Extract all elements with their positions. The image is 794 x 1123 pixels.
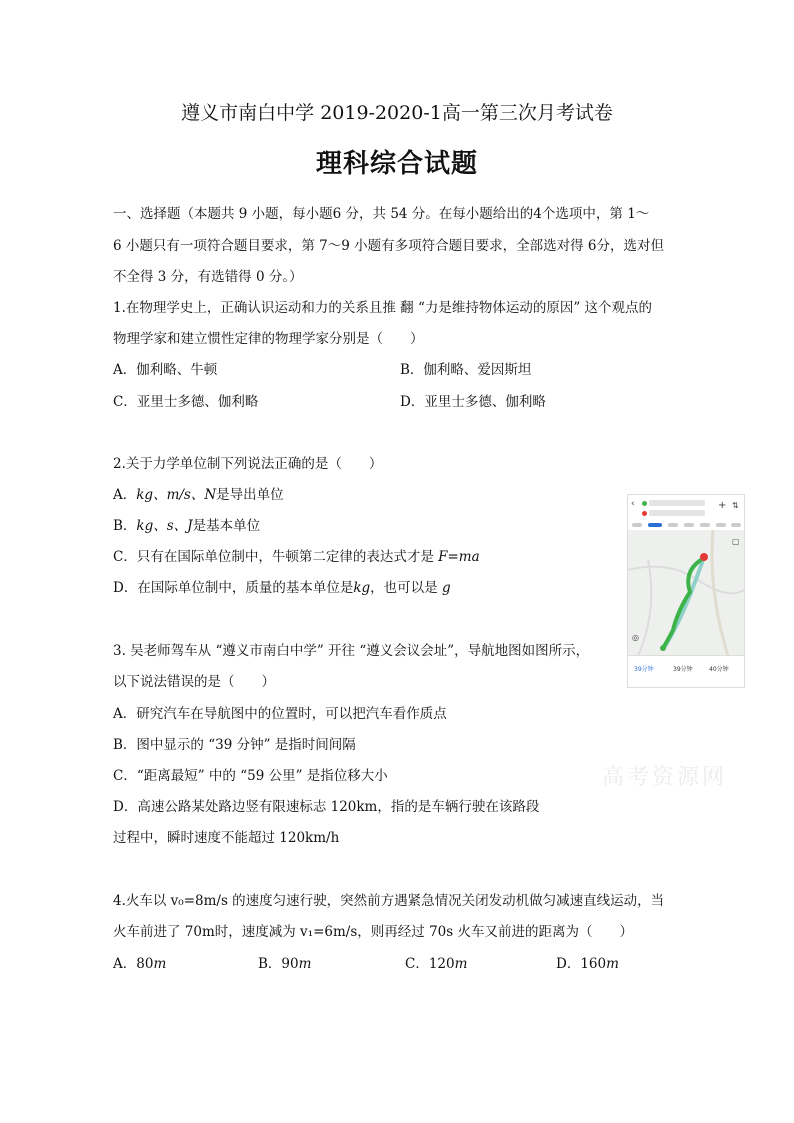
navigation-map-figure: [627, 494, 745, 688]
q4-d-unit: m: [606, 956, 619, 972]
q4-stem-line-2: 火车前进了 70m时，速度减为 v₁=6m/s，则再经过 70s 火车又前进的距离为（ ）: [113, 924, 633, 940]
q2-d-var1: kg: [353, 580, 371, 596]
q3-stem-line-1: 3. 吴老师驾车从 “遵义市南白中学” 开往 “遵义会议会址”，导航地图如图所示，: [113, 643, 590, 659]
q2-d-prefix: D．在国际单位制中，质量的基本单位是: [113, 580, 354, 596]
q4-d-label: D．160: [556, 956, 607, 972]
q4-option-d: [556, 952, 619, 972]
traffic-icon: ▢: [732, 537, 740, 546]
start-dot-icon: [642, 501, 647, 506]
end-pin: [700, 553, 708, 561]
tab-ride: [700, 523, 710, 527]
q3-option-c: C．“距离最短” 中的 “59 公里” 是指位移大小: [113, 768, 388, 784]
q2-c-prefix: C．只有在国际单位制中，牛顿第二定律的表达式才是: [113, 549, 439, 565]
q3-option-d: D．高速公路某处路边竖有限速标志 120km，指的是车辆行驶在该路段: [113, 799, 540, 815]
start-pin: [660, 645, 666, 651]
q4-a-unit: m: [153, 956, 167, 972]
q2-c-formula: F=ma: [438, 549, 480, 565]
q3-option-d-cont: 过程中，瞬时速度不能超过 120km/h: [113, 830, 340, 846]
map-canvas: [628, 530, 744, 656]
swap-icon: ⇅: [732, 501, 739, 510]
q1-option-a: A．伽利略、牛顿: [113, 362, 218, 378]
tab-transit: [668, 523, 678, 527]
add-icon: +: [718, 500, 727, 511]
q4-option-b: [258, 952, 311, 972]
nav-start-field: [649, 500, 705, 506]
q4-stem-line-1: 4.火车以 v₀=8m/s 的速度匀速行驶，突然前方遇紧急情况关闭发动机做匀减速直线运动，当: [113, 893, 665, 909]
q1-stem-line-1: 1.在物理学史上，正确认识运动和力的关系且推 翻 “力是维持物体运动的原因” 这个观点的: [113, 300, 653, 316]
q2-b-prefix: B．: [113, 518, 137, 534]
route-time-3: 40分钟: [709, 666, 729, 673]
exam-title: 遵义市南白中学 2019-2020-1高一第三次月考试卷: [181, 102, 613, 124]
tab-bike: [716, 523, 726, 527]
tab-car-active: [648, 523, 662, 527]
q2-a-units: kg、m/s、N: [136, 487, 217, 503]
q2-d-var2: g: [441, 580, 451, 596]
q4-a-label: A．80: [113, 956, 154, 972]
q1-stem-line-2: 物理学家和建立惯性定律的物理学家分别是（ ）: [113, 331, 424, 347]
q3-option-b: B．图中显示的 “39 分钟” 是指时间间隔: [113, 737, 356, 753]
q2-b-suffix: 是基本单位: [192, 518, 261, 534]
q2-stem: 2.关于力学单位制下列说法正确的是（ ）: [113, 456, 383, 472]
route-time-2: 39分钟: [673, 666, 693, 673]
q2-a-suffix: 是导出单位: [216, 487, 284, 503]
locate-icon: ◎: [632, 633, 639, 642]
section-line-3: 不全得 3 分，有选错得 0 分。）: [113, 269, 303, 285]
tab-more: [731, 523, 741, 527]
q4-option-c: [405, 952, 467, 972]
q4-c-unit: m: [454, 956, 468, 972]
q2-a-prefix: A．: [113, 487, 137, 503]
q1-option-b: B．伽利略、爱因斯坦: [400, 362, 532, 378]
q3-stem-line-2: 以下说法错误的是（ ）: [113, 674, 275, 690]
q2-option-a: [113, 483, 284, 503]
route-options-bar: [628, 655, 744, 688]
q3-option-a: A．研究汽车在导航图中的位置时，可以把汽车看作质点: [113, 706, 447, 722]
q2-option-b: [113, 514, 260, 534]
q2-b-units: kg、s、J: [136, 518, 193, 534]
nav-end-field: [649, 510, 705, 516]
back-arrow-icon: ‹: [631, 499, 635, 509]
q4-b-unit: m: [298, 956, 312, 972]
section-line-2: 6 小题只有一项符合题目要求，第 7～9 小题有多项符合题目要求，全部选对得 6分，选对但: [113, 238, 665, 254]
end-dot-icon: [642, 511, 647, 516]
tab-drive: [632, 523, 642, 527]
section-line-1: 一、选择题（本题共 9 小题，每小题6 分，共 54 分。在每小题给出的4个选项中，第 1～: [113, 206, 650, 222]
q4-option-a: [113, 952, 166, 972]
q4-c-label: C．120: [405, 956, 455, 972]
exam-subtitle: 理科综合试题: [315, 149, 478, 179]
q4-b-label: B．90: [258, 956, 299, 972]
q1-option-d: D．亚里士多德、伽利略: [400, 394, 546, 410]
route-time-1: 39分钟: [634, 666, 654, 673]
q2-option-d: [113, 576, 451, 596]
tab-walk: [684, 523, 694, 527]
q1-option-c: C．亚里士多德、伽利略: [113, 394, 259, 410]
watermark: 高考资源网: [602, 765, 728, 790]
q2-option-c: [113, 545, 480, 565]
q2-d-mid: ，也可以是: [370, 580, 442, 596]
